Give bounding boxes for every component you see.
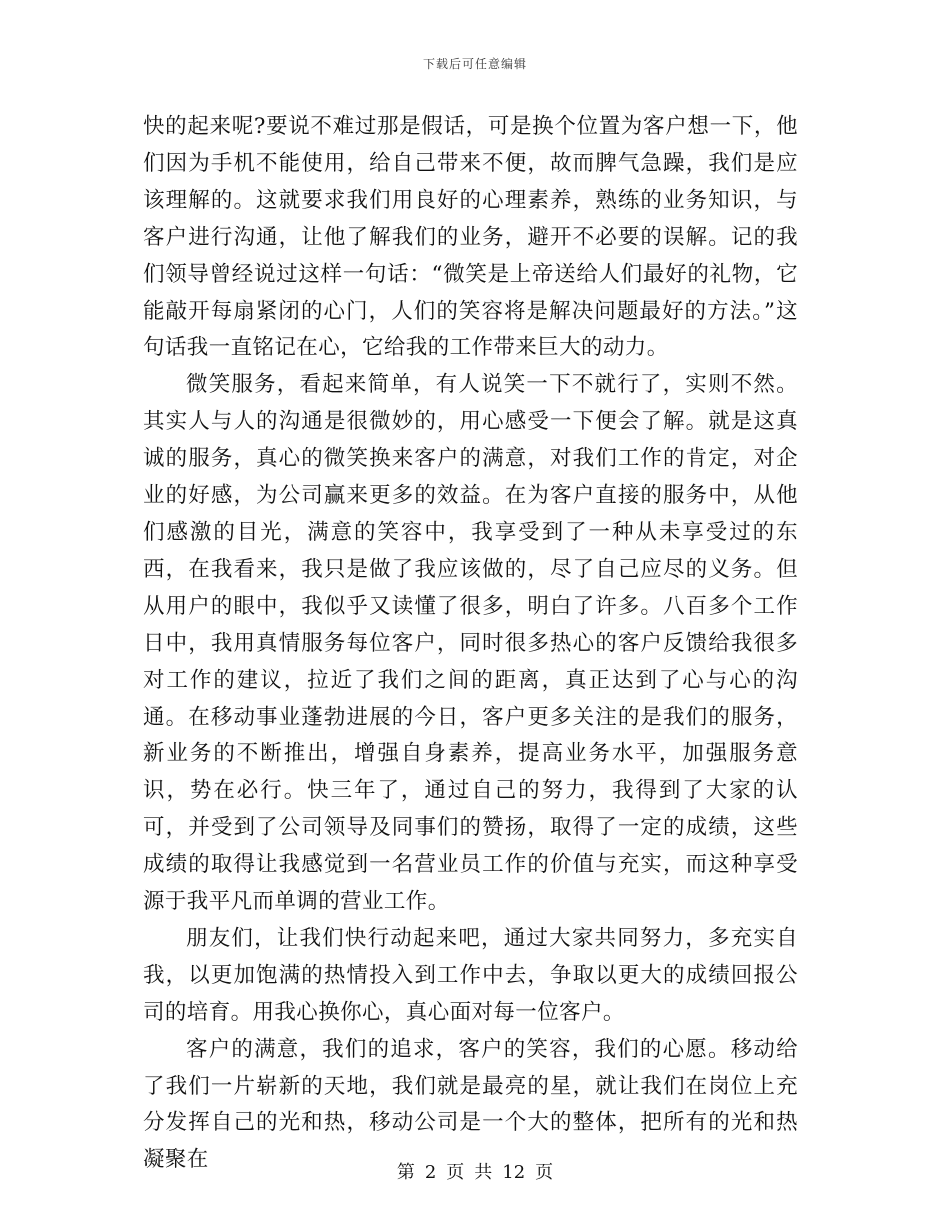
document-body — [143, 109, 798, 1179]
footer-prefix: 第 — [396, 1162, 415, 1183]
footer-page-word: 页 — [446, 1162, 465, 1183]
footer-current-page: 2 — [424, 1162, 437, 1183]
paragraph-continued: 快的起来呢?要说不难过那是假话，可是换个位置为客户想一下，他们因为手机不能使用，给自己带来不便，故而脾气急躁，我们是应该理解的。这就要求我们用良好的心理素养，熟练的业务知识，与客户进行沟通，让他了解我们的业务，避开不必要的误解。记的我们领导曾经说过这样一句话：“微笑是上帝送给人们最好的礼物，它能敲开每扇紧闭的心门，人们的笑容将是解决问题最好的方法。”这句话我一直铭记在心，它给我的工作带来巨大的动力。 — [143, 114, 798, 361]
paragraph-customer-satisfaction: 客户的满意，我们的追求，客户的笑容，我们的心愿。移动给了我们一片崭新的天地，我们就是最亮的星，就让我们在岗位上充分发挥自己的光和热，移动公司是一个大的整体，把所有的光和热凝聚在 — [143, 1036, 798, 1173]
paragraph-friends: 朋友们，让我们快行动起来吧，通过大家共同努力，多充实自我，以更加饱满的热情投入到工作中去，争取以更大的成绩回报公司的培育。用我心换你心，真心面对每一位客户。 — [143, 925, 798, 1025]
footer-total-pages: 12 — [502, 1162, 526, 1183]
footer-suffix: 页 — [535, 1162, 554, 1183]
paragraph-smile-service: 微笑服务，看起来简单，有人说笑一下不就行了，实则不然。其实人与人的沟通是很微妙的，用心感受一下便会了解。就是这真诚的服务，真心的微笑换来客户的满意，对我们工作的肯定，对企业的好感，为公司赢来更多的效益。在为客户直接的服务中，从他们感激的目光，满意的笑容中，我享受到了一种从未享受过的东西，在我看来，我只是做了我应该做的，尽了自己应尽的义务。但从用户的眼中，我似乎又读懂了很多，明白了许多。八百多个工作日中，我用真情服务每位客户，同时很多热心的客户反馈给我很多对工作的建议，拉近了我们之间的距离，真正达到了心与心的沟通。在移动事业蓬勃进展的今日，客户更多关注的是我们的服务，新业务的不断推出，增强自身素养，提高业务水平，加强服务意识，势在必行。快三年了，通过自己的努力，我得到了大家的认可，并受到了公司领导及同事们的赞扬，取得了一定的成绩，这些成绩的取得让我感觉到一名营业员工作的价值与充实，而这种享受源于我平凡而单调的营业工作。 — [143, 372, 798, 915]
header-note: 下载后可任意编辑 — [422, 57, 527, 71]
footer-total-word: 共 — [474, 1162, 493, 1183]
page-footer — [0, 1158, 950, 1184]
